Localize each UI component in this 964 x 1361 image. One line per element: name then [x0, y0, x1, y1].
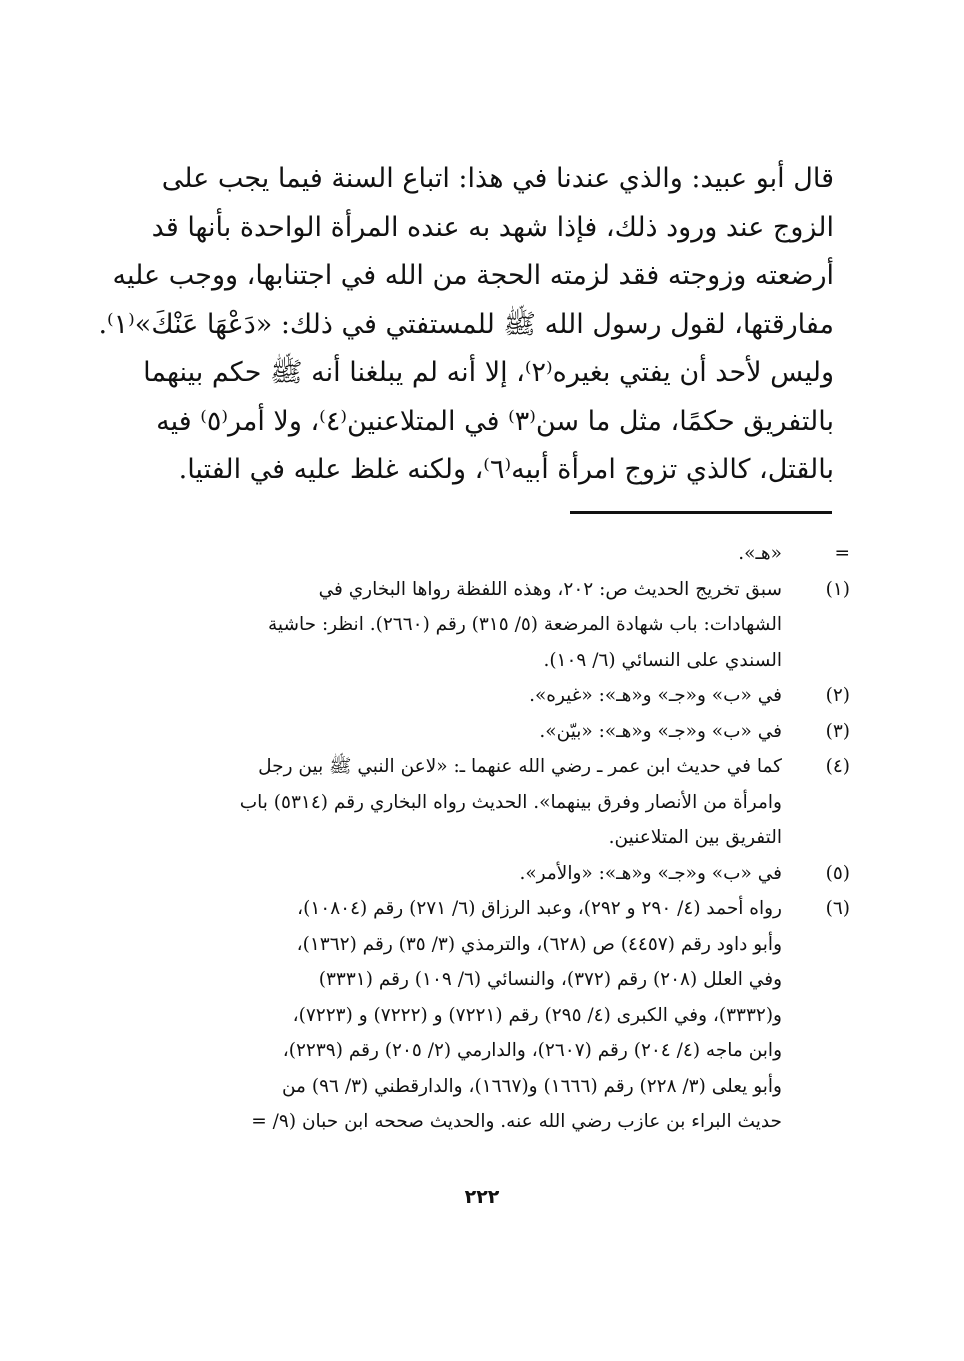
body-line: أرضعته وزوجته فقد لزمته الحجة من الله في اجتنابها، ووجب عليه [112, 260, 834, 291]
footnote-line: في «ب» و«جـ» و«هـ»: «بيّن». [539, 720, 782, 742]
footnote-number: (٦) [825, 898, 850, 919]
footnotes-section [128, 536, 850, 1140]
footnote-line: في «ب» و«جـ» و«هـ»: «والأمر». [519, 862, 782, 884]
page-number: ٢٢٢ [464, 1186, 500, 1208]
body-line: الزوج عند ورود ذلك، فإذا شهد به عنده المرأة الواحدة بأنها قد [151, 211, 834, 243]
footnote-5 [128, 856, 850, 892]
footnote-divider [570, 511, 832, 514]
footnote-number: (٢) [825, 685, 850, 706]
footnote-2 [128, 678, 850, 714]
footnote-line: سبق تخريج الحديث ص: ٢٠٢، وهذه اللفظة رواها البخاري في [318, 578, 782, 600]
footnote-continuation [128, 536, 850, 572]
continuation-mark: = [834, 543, 850, 564]
footnote-line: رواه أحمد (٤/ ٢٩٠ و ٢٩٢)، وعبد الرزاق (٦/ ٢٧١) رقم (١٠٨٠٤)، [297, 898, 782, 919]
footnote-line: و(٣٣٣٢)، وفي الكبرى (٤/ ٢٩٥) رقم (٧٢٢١) و (٧٢٢٢) و (٧٢٢٣)، [292, 1004, 782, 1026]
footnote-number: (٤) [825, 756, 850, 777]
body-line: قال أبو عبيد: والذي عندنا في هذا: اتباع السنة فيما يجب على [161, 163, 834, 194]
footnote-4 [128, 749, 850, 856]
body-line: مفارقتها، لقول رسول الله ﷺ للمستفتي في ذلك: «دَعْهَا عَنْكَ»⁽١⁾. [98, 308, 834, 340]
body-line: بالقتل، كالذي تزوج امرأة أبيه⁽٦⁾، ولكنه غلظ عليه في الفتيا. [178, 454, 834, 485]
body-line: وليس لأحد أن يفتي بغيره⁽٢⁾، إلا أنه لم يبلغنا أنه ﷺ حكم بينهما [143, 357, 834, 388]
footnote-number: (١) [825, 578, 850, 600]
footnote-line: وامرأة من الأنصار وفرق بينهما». الحديث رواه البخاري رقم (٥٣١٤) باب [239, 791, 782, 813]
footnote-1 [128, 572, 850, 679]
footnote-3 [128, 714, 850, 750]
footnote-line: كما في حديث ابن عمر ـ رضي الله عنهما ـ: «لاعن النبي ﷺ بين رجل [258, 756, 782, 777]
footnote-6 [128, 891, 850, 1140]
footnote-line: وابن ماجه (٤/ ٢٠٤) رقم (٢٦٠٧)، والدارمي (٢/ ٢٠٥) رقم (٢٢٣٩)، [282, 1040, 782, 1061]
footnote-line: وفي العلل (٢٠٨) رقم (٣٧٢)، والنسائي (٦/ ١٠٩) رقم (٣٣٣١) [318, 969, 782, 990]
footnote-line: وأبو داود رقم (٤٤٥٧) ص (٦٢٨)، والترمذي (٣/ ٣٥) رقم (١٣٦٢)، [296, 933, 782, 955]
footnote-line: في «ب» و«جـ» و«هـ»: «غيره». [529, 685, 782, 706]
footnote-line: حديث البراء بن عازب رضي الله عنه. والحديث صححه ابن حبان (٩/ = [251, 1111, 782, 1132]
footnote-line: السندي على النسائي (٦/ ١٠٩). [543, 649, 782, 671]
footnote-number: (٥) [825, 862, 850, 884]
body-line: بالتفريق حكمًا، مثل ما سن⁽٣⁾ في المتلاعنين⁽٤⁾، ولا أمر⁽٥⁾ فيه [156, 405, 834, 437]
footnote-line: وأبو يعلى (٣/ ٢٢٨) رقم (١٦٦٦) و(١٦٦٧)، والدارقطني (٣/ ٩٦) من [281, 1075, 782, 1097]
continuation-text: «هـ». [738, 543, 782, 564]
footnote-number: (٣) [825, 720, 850, 742]
footnote-line: الشهادات: باب شهادة المرضعة (٥/ ٣١٥) رقم (٢٦٦٠). انظر: حاشية [267, 614, 782, 635]
footnote-line: التفريق بين المتلاعنين. [608, 827, 782, 848]
main-body-text [98, 155, 834, 495]
